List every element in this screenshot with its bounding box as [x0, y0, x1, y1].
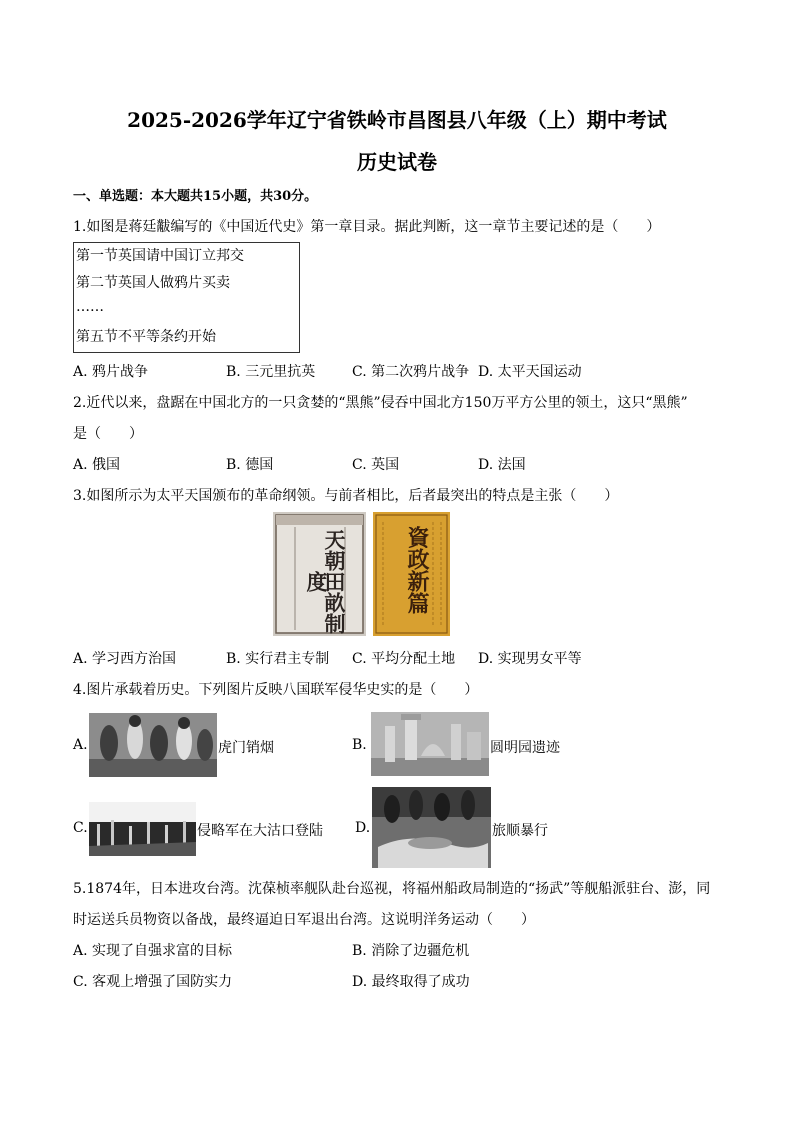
book-2-title: 資政新篇 — [404, 526, 430, 614]
q4-option-b-caption: 圆明园遗迹 — [490, 740, 560, 756]
q4-option-d-letter[interactable]: D. — [355, 820, 371, 836]
humen-burning-opium-image — [89, 713, 217, 777]
section-heading: 一、单选题：本大题共15小题，共30分。 — [73, 189, 318, 204]
q2-option-d[interactable]: D. 法国 — [478, 457, 526, 473]
q5-option-d[interactable]: D. 最终取得了成功 — [352, 974, 470, 990]
q3-option-a[interactable]: A. 学习西方治国 — [73, 651, 177, 667]
question-3-stem: 3.如图所示为太平天国颁布的革命纲领。与前者相比，后者最突出的特点是主张（ ） — [73, 488, 619, 504]
question-1-stem: 1.如图是蒋廷黻编写的《中国近代史》第一章目录。据此判断，这一章节主要记述的是（ ） — [73, 219, 661, 235]
q5-option-c[interactable]: C. 客观上增强了国防实力 — [73, 974, 233, 990]
q1-table-of-contents — [73, 242, 300, 353]
question-4-stem: 4.图片承载着历史。下列图片反映八国联军侵华史实的是（ ） — [73, 682, 479, 698]
toc-line: …… — [76, 299, 104, 315]
q3-option-d[interactable]: D. 实现男女平等 — [478, 651, 582, 667]
dagukou-landing-image — [89, 802, 196, 856]
question-5-stem-line2: 时运送兵员物资以备战，最终逼迫日军退出台湾。这说明洋务运动（ ） — [73, 912, 535, 928]
q2-option-b[interactable]: B. 德国 — [226, 457, 274, 473]
exam-title: 2025-2026学年辽宁省铁岭市昌图县八年级（上）期中考试 — [127, 108, 667, 132]
q2-option-c[interactable]: C. 英国 — [352, 457, 400, 473]
q4-option-b-letter[interactable]: B. — [352, 737, 367, 753]
q4-option-a-caption: 虎门销烟 — [218, 740, 274, 756]
question-2-stem-line2: 是（ ） — [73, 426, 143, 442]
q3-option-c[interactable]: C. 平均分配土地 — [352, 651, 456, 667]
toc-line: 第五节不平等条约开始 — [76, 329, 216, 345]
q4-option-c-caption: 侵略军在大沽口登陆 — [197, 823, 323, 839]
q1-option-d[interactable]: D. 太平天国运动 — [478, 364, 582, 380]
q4-option-d-caption: 旅顺暴行 — [492, 823, 548, 839]
q4-option-c-letter[interactable]: C. — [73, 820, 88, 836]
exam-subtitle: 历史试卷 — [357, 150, 437, 174]
yuanmingyuan-ruins-image — [371, 712, 489, 776]
q2-option-a[interactable]: A. 俄国 — [73, 457, 121, 473]
question-2-stem-line1: 2.近代以来，盘踞在中国北方的一只贪婪的“黑熊”侵吞中国北方150万平方公里的领土，这只“黑熊” — [73, 395, 688, 411]
q1-option-b[interactable]: B. 三元里抗英 — [226, 364, 316, 380]
q4-option-a-letter[interactable]: A. — [73, 737, 88, 753]
q5-option-a[interactable]: A. 实现了自强求富的目标 — [73, 943, 233, 959]
book-cover-zizheng-image — [373, 512, 450, 636]
book-1-title: 天朝田畝制度 — [304, 528, 347, 634]
lushun-massacre-image — [372, 787, 491, 868]
q1-option-c[interactable]: C. 第二次鸦片战争 — [352, 364, 470, 380]
q3-option-b[interactable]: B. 实行君主专制 — [226, 651, 330, 667]
toc-line: 第一节英国请中国订立邦交 — [76, 248, 244, 264]
question-5-stem-line1: 5.1874年，日本进攻台湾。沈葆桢率舰队赴台巡视，将福州船政局制造的“扬武”等舰船派驻台、澎，同 — [73, 881, 711, 897]
q1-option-a[interactable]: A. 鸦片战争 — [73, 364, 149, 380]
book-cover-tianchao-image — [273, 512, 366, 636]
q5-option-b[interactable]: B. 消除了边疆危机 — [352, 943, 470, 959]
toc-line: 第二节英国人做鸦片买卖 — [76, 275, 230, 291]
